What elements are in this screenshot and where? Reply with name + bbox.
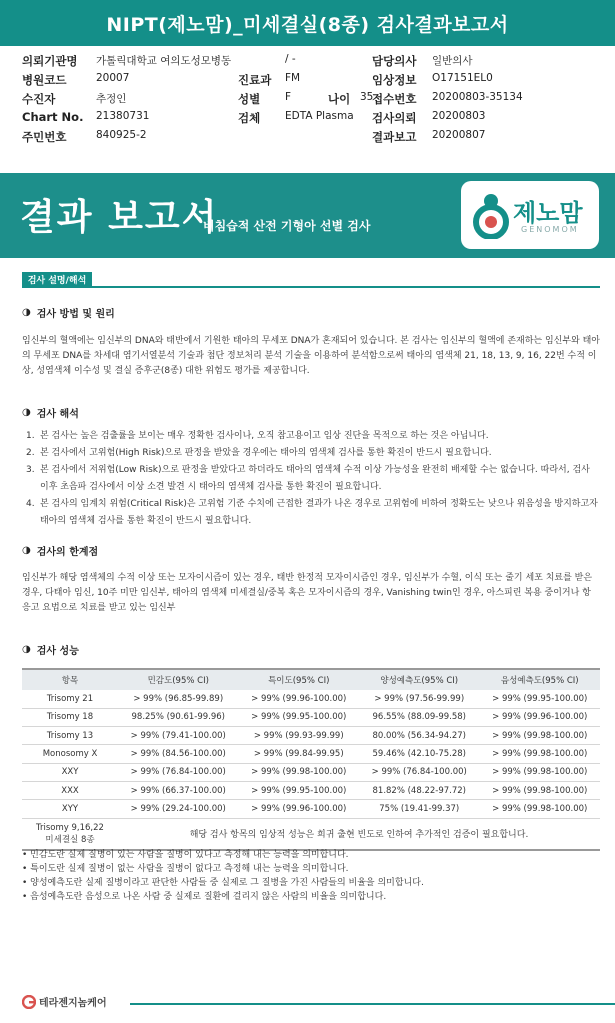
- banner-subtitle: 비침습적 산전 기형아 선별 검사: [203, 219, 371, 233]
- chart-no-label: Chart No.: [22, 110, 84, 124]
- table-cell: > 99% (99.98-100.00): [480, 800, 601, 818]
- doctor-value: 일반의사: [432, 55, 473, 67]
- row-label: 미세결실 8종: [45, 834, 95, 845]
- table-cell: 59.46% (42.10-75.28): [359, 745, 480, 763]
- table-cell: > 99% (99.98-100.00): [480, 781, 601, 799]
- report-title: NIPT(제노맘)_미세결실(8종) 검사결과보고서: [0, 0, 615, 46]
- half-circle-icon: ◑: [22, 407, 31, 418]
- institution-extra: / -: [285, 53, 296, 65]
- table-cell: > 99% (99.96-100.00): [239, 800, 360, 818]
- table-cell: XXY: [22, 763, 118, 781]
- request-date-value: 20200803: [432, 110, 486, 122]
- table-row: [22, 800, 600, 818]
- method-heading: [22, 305, 115, 320]
- table-row: [22, 763, 600, 781]
- dept-value: FM: [285, 72, 301, 84]
- age-value: 35: [360, 91, 374, 103]
- institution-label: 의뢰기관명: [22, 54, 78, 68]
- theragen-logo-icon: [22, 995, 36, 1009]
- performance-heading: [22, 642, 79, 657]
- receipt-label: 접수번호: [372, 92, 417, 106]
- clinical-label: 임상정보: [372, 73, 417, 87]
- interpretation-heading-text: 검사 해석: [36, 409, 79, 420]
- footnotes: [22, 848, 600, 904]
- table-cell: > 99% (97.56-99.99): [359, 690, 480, 708]
- table-cell: > 99% (76.84-100.00): [359, 763, 480, 781]
- footnote: • 민감도란 실제 질병이 있는 사람을 질병이 있다고 측정해 내는 능력을 의미합니다.: [22, 850, 349, 860]
- receipt-value: 20200803-35134: [432, 91, 523, 103]
- table-cell: 80.00% (56.34-94.27): [359, 727, 480, 745]
- table-cell: Monosomy X: [22, 745, 118, 763]
- table-cell: Trisomy 13: [22, 727, 118, 745]
- column-header: 특이도(95% CI): [239, 669, 360, 690]
- patient-value: 추정인: [96, 93, 127, 105]
- column-header: 양성예측도(95% CI): [359, 669, 480, 690]
- chart-no-value: 21380731: [96, 110, 150, 122]
- table-note: 해당 검사 항목의 임상적 성능은 희귀 출현 빈도로 인하여 추가적인 검증이 필요합니다.: [118, 818, 600, 850]
- table-cell: > 99% (96.85-99.89): [118, 690, 239, 708]
- table-cell: Trisomy 21: [22, 690, 118, 708]
- institution-value: 가톨릭대학교 여의도성모병동: [96, 55, 232, 67]
- report-date-value: 20200807: [432, 129, 486, 141]
- table-cell: > 99% (99.93-99.99): [239, 727, 360, 745]
- half-circle-icon: ◑: [22, 545, 31, 556]
- sex-label: 성별: [238, 92, 261, 106]
- table-cell: > 99% (99.95-100.00): [239, 708, 360, 726]
- table-cell: > 99% (99.95-100.00): [239, 781, 360, 799]
- list-item: 1. 본 검사는 높은 검출률을 보이는 매우 정확한 검사이나, 오직 참고용이고 임상 진단을 목적으로 하는 것은 아닙니다.: [26, 431, 489, 441]
- table-cell: > 99% (84.56-100.00): [118, 745, 239, 763]
- genomom-logo: [461, 181, 599, 249]
- table-cell: 75% (19.41-99.37): [359, 800, 480, 818]
- rrn-label: 주민번호: [22, 130, 67, 144]
- interpretation-heading: [22, 405, 79, 420]
- table-cell: > 99% (99.98-100.00): [239, 763, 360, 781]
- column-header: 민감도(95% CI): [118, 669, 239, 690]
- interpretation-list: [26, 428, 600, 530]
- logo-en-text: GENOMOM: [521, 225, 579, 234]
- list-item: 2. 본 검사에서 고위험(High Risk)으로 판정을 받았을 경우에는 태아의 염색체 검사를 통한 확진이 반드시 필요합니다.: [26, 448, 492, 458]
- section-header: [22, 272, 600, 288]
- age-label: 나이: [328, 92, 351, 106]
- banner-title: 결과 보고서: [20, 197, 219, 238]
- table-cell: XYY: [22, 800, 118, 818]
- half-circle-icon: ◑: [22, 644, 31, 655]
- genomom-mark-icon: [471, 191, 511, 239]
- report-date-label: 결과보고: [372, 130, 417, 144]
- limitations-text: 임신부가 해당 염색체의 수적 이상 또는 모자이시즘이 있는 경우, 태반 한정적 모자이시즘인 경우, 임신부가 수혈, 이식 또는 줄기 세포 치료를 받은 경우, 다태아 임신, 10주 미만 임신부, 태아의 염색체 미세결실/중복 혹은 모자이시즘의 경우, Vanishing twin인 경우, 아스피린 복용 중이거나 항 응고 요법으로 치료를 받고 있는 임신부: [22, 573, 593, 613]
- dept-label: 진료과: [238, 73, 272, 87]
- table-row: [22, 727, 600, 745]
- clinical-value: O17151EL0: [432, 72, 493, 84]
- half-circle-icon: ◑: [22, 307, 31, 318]
- performance-heading-text: 검사 성능: [36, 646, 79, 657]
- footer-brand: [22, 994, 107, 1009]
- table-cell: Trisomy 18: [22, 708, 118, 726]
- table-cell: > 99% (99.98-100.00): [480, 745, 601, 763]
- performance-table: [22, 668, 600, 851]
- list-item: 3. 본 검사에서 저위험(Low Risk)으로 판정을 받았다고 하더라도 태아의 염색체 수적 이상 가능성을 완전히 배제할 수는 없습니다. 따라서, 검사 이후 초음파 검사에서 이상 소견 발견 시 태아의 염색체 검사를 통한 확진이 필요합니다.: [26, 465, 590, 492]
- table-cell: > 99% (29.24-100.00): [118, 800, 239, 818]
- table-row: [22, 781, 600, 799]
- specimen-value: EDTA Plasma: [285, 110, 354, 122]
- table-cell: 81.82% (48.22-97.72): [359, 781, 480, 799]
- footer-divider: [130, 1003, 615, 1005]
- limitations-heading: [22, 543, 98, 558]
- patient-info: [22, 53, 602, 148]
- limitations-heading-text: 검사의 한계점: [36, 547, 99, 558]
- table-cell: > 99% (76.84-100.00): [118, 763, 239, 781]
- row-label: Trisomy 9,16,22: [36, 822, 104, 833]
- column-header: 항목: [22, 669, 118, 690]
- result-banner: [0, 173, 615, 258]
- table-row: [22, 708, 600, 726]
- table-cell: > 99% (99.98-100.00): [480, 727, 601, 745]
- table-cell: > 99% (99.96-100.00): [480, 708, 601, 726]
- footnote: • 특이도란 실제 질병이 없는 사람을 질병이 없다고 측정해 내는 능력을 의미합니다.: [22, 864, 349, 874]
- column-header: 음성예측도(95% CI): [480, 669, 601, 690]
- table-row: [22, 745, 600, 763]
- patient-label: 수진자: [22, 92, 56, 106]
- table-cell: [22, 818, 118, 850]
- logo-text: 제노맘: [513, 199, 583, 227]
- table-cell: > 99% (99.84-99.95): [239, 745, 360, 763]
- table-cell: > 99% (99.95-100.00): [480, 690, 601, 708]
- request-date-label: 검사의뢰: [372, 111, 417, 125]
- table-cell: > 99% (99.98-100.00): [480, 763, 601, 781]
- table-cell: 96.55% (88.09-99.58): [359, 708, 480, 726]
- table-row: [22, 818, 600, 850]
- doctor-label: 담당의사: [372, 54, 417, 68]
- method-heading-text: 검사 방법 및 원리: [36, 309, 115, 320]
- hospital-code-label: 병원코드: [22, 73, 67, 87]
- footnote: • 양성예측도란 실제 질병이라고 판단한 사람들 중 실제로 그 질병을 가진 사람들의 비율을 의미합니다.: [22, 878, 424, 888]
- table-cell: > 99% (79.41-100.00): [118, 727, 239, 745]
- footnote: • 음성예측도란 음성으로 나온 사람 중 실제로 질환에 걸리지 않은 사람의 비율을 의미합니다.: [22, 892, 387, 902]
- brand-text: 테라젠지놈케어: [39, 998, 107, 1009]
- table-row: [22, 690, 600, 708]
- table-cell: XXX: [22, 781, 118, 799]
- specimen-label: 검체: [238, 111, 261, 125]
- list-item: 4. 본 검사의 임계치 위험(Critical Risk)은 고위험 기준 수치에 근접한 결과가 나온 경우로 고위험에 비하여 정확도는 낮으나 위음성을 방지하고자 태아의 염색체 검사를 통한 확진이 반드시 필요합니다.: [26, 499, 598, 526]
- section-tab: 검사 설명/해석: [22, 272, 92, 287]
- table-cell: 98.25% (90.61-99.96): [118, 708, 239, 726]
- hospital-code-value: 20007: [96, 72, 130, 84]
- table-cell: > 99% (66.37-100.00): [118, 781, 239, 799]
- sex-value: F: [285, 91, 292, 103]
- table-cell: > 99% (99.96-100.00): [239, 690, 360, 708]
- rrn-value: 840925-2: [96, 129, 147, 141]
- method-text: 임신부의 혈액에는 임신부의 DNA와 태반에서 기원한 태아의 무세포 DNA가 혼재되어 있습니다. 본 검사는 임신부의 혈액에 존재하는 임신부와 태아의 무세포 DNA를 차세대 염기서열분석 기술과 첨단 정보처리 분석 기술을 이용하여 분석함으로써 태아의 염색체 21, 18, 13, 9, 16, 22번 수적 이상, 성염색체 이수성 및 결실 증후군(8종) 대한 위험도 평가를 제공합니다.: [22, 336, 601, 376]
